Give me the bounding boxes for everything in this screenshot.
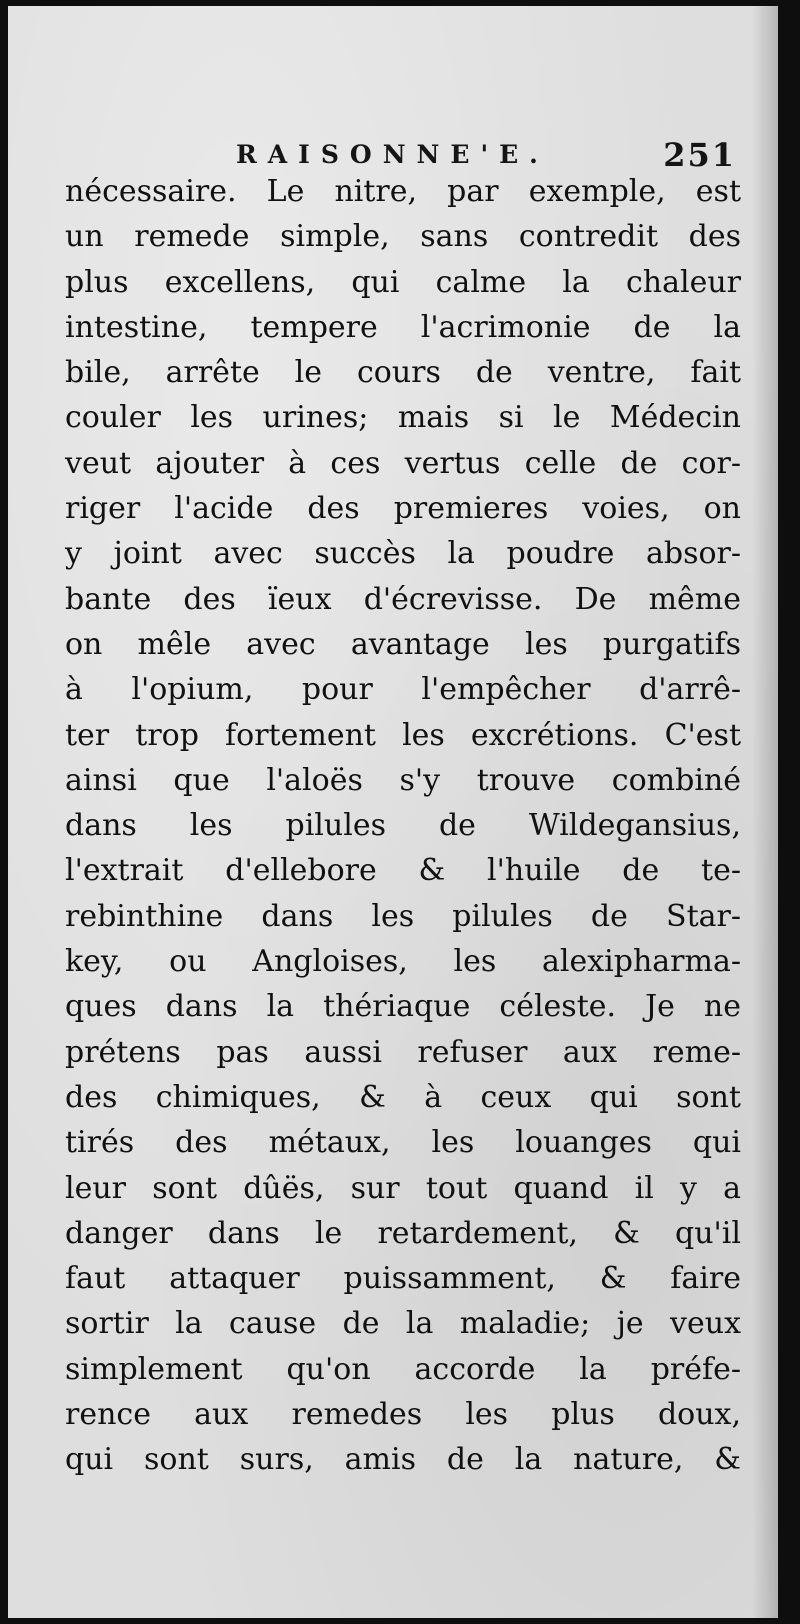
text-line: y joint avec succès la poudre absor- [65, 536, 741, 572]
text-line: l'extrait d'ellebore & l'huile de te- [65, 853, 741, 889]
page-number: 251 [663, 136, 736, 174]
text-line: nécessaire. Le nitre, par exemple, est [65, 174, 741, 209]
text-line: bante des ïeux d'écrevisse. De même [65, 581, 741, 617]
body-text [65, 169, 741, 1483]
text-line: un remede simple, sans contredit des [65, 219, 741, 255]
text-line: rence aux remedes les plus doux, [65, 1397, 741, 1433]
book-page [8, 6, 778, 1618]
text-line: plus excellens, qui calme la chaleur [65, 264, 741, 300]
text-line: prétens pas aussi refuser aux reme- [65, 1034, 741, 1070]
text-line: qui sont surs, amis de la nature, & [65, 1442, 741, 1478]
text-line: bile, arrête le cours de ventre, fait [65, 355, 741, 391]
page-shadow [752, 6, 778, 1618]
text-line: intestine, tempere l'acrimonie de la [65, 309, 741, 345]
running-head-title: RAISONNE'E. [236, 140, 549, 169]
text-line: ainsi que l'aloës s'y trouve combiné [65, 762, 741, 798]
text-line: faut attaquer puissamment, & faire [65, 1261, 741, 1297]
text-line: couler les urines; mais si le Médecin [65, 400, 741, 436]
text-line: ter trop fortement les excrétions. C'est [65, 717, 741, 753]
text-line: simplement qu'on accorde la préfe- [65, 1351, 741, 1387]
text-line: leur sont dûës, sur tout quand il y a [65, 1170, 741, 1206]
text-line: rebinthine dans les pilules de Star- [65, 898, 741, 934]
text-line: danger dans le retardement, & qu'il [65, 1215, 741, 1251]
text-line: tirés des métaux, les louanges qui [65, 1125, 741, 1161]
text-line: key, ou Angloises, les alexipharma- [65, 944, 741, 980]
text-line: ques dans la thériaque céleste. Je ne [65, 989, 741, 1025]
text-line: on mêle avec avantage les purgatifs [65, 626, 741, 662]
text-line: dans les pilules de Wildegansius, [65, 808, 741, 844]
text-line: veut ajouter à ces vertus celle de cor- [65, 445, 741, 481]
text-line: sortir la cause de la maladie; je veux [65, 1306, 741, 1342]
text-line: à l'opium, pour l'empêcher d'arrê- [65, 672, 741, 708]
text-line: riger l'acide des premieres voies, on [65, 491, 741, 527]
text-line: des chimiques, & à ceux qui sont [65, 1079, 741, 1115]
